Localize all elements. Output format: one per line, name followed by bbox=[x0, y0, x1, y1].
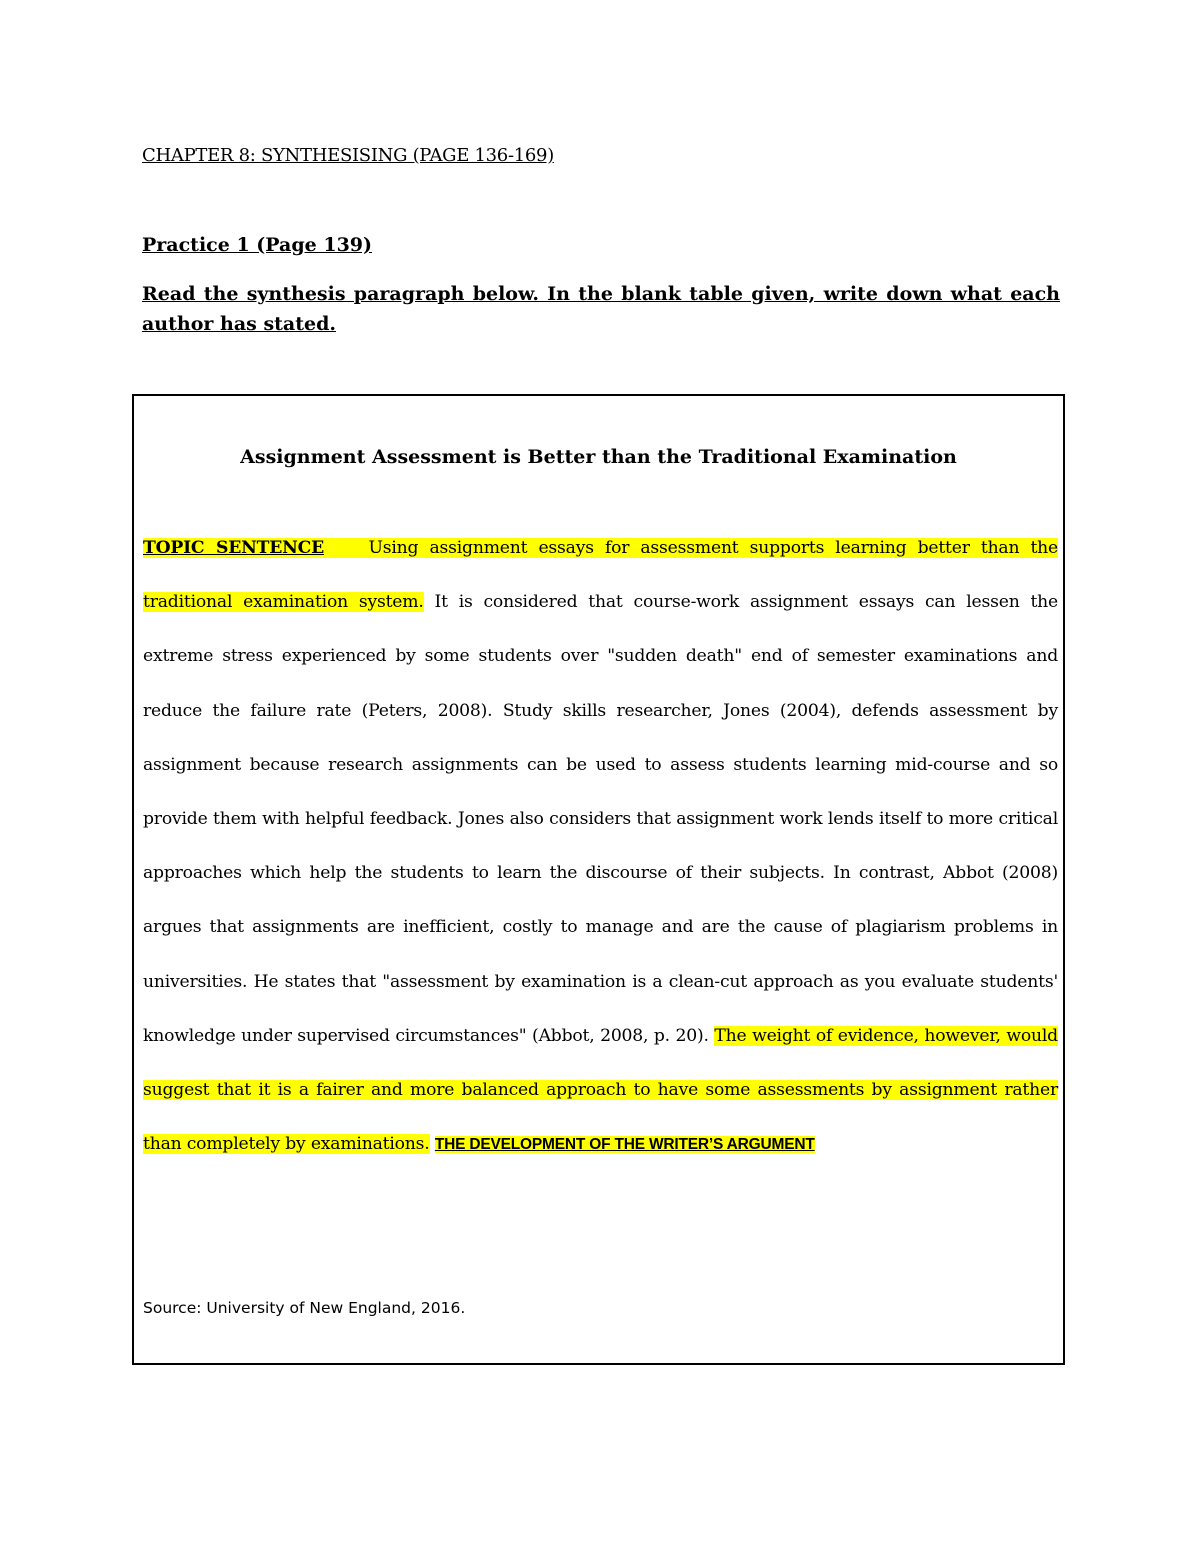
synthesis-paragraph bbox=[143, 521, 1058, 1172]
practice-heading: Practice 1 (Page 139) bbox=[142, 234, 372, 256]
topic-gap bbox=[324, 538, 368, 558]
argument-development-label: THE DEVELOPMENT OF THE WRITER’S ARGUMENT bbox=[434, 1136, 815, 1154]
synthesis-paragraph-box bbox=[132, 394, 1065, 1365]
body-text: It is considered that course-work assignment essays can lessen the extreme stress experienced by some students over "sudden death" end of semester examinations and reduce the failure rate (Peters, 2008). Study skills researcher, Jones (2004), defends assessment by assignment because research assignments can be used to assess students learning mid-course and so provide them with helpful feedback. Jones also considers that assignment work lends itself to more critical approaches which help the students to learn the discourse of their subjects. In contrast, Abbot (2008) argues that assignments are inefficient, costly to manage and are the cause of plagiarism problems in universities. He states that "assessment by examination is a clean-cut approach as you evaluate students' knowledge under supervised circumstances" (Abbot, 2008, p. 20). bbox=[143, 592, 1058, 1046]
source-citation: Source: University of New England, 2016. bbox=[143, 1299, 466, 1317]
topic-sentence-label: TOPIC SENTENCE bbox=[143, 538, 325, 558]
chapter-heading: CHAPTER 8: SYNTHESISING (PAGE 136-169) bbox=[142, 145, 554, 166]
paragraph-title: Assignment Assessment is Better than the Traditional Examination bbox=[240, 446, 957, 468]
concluding-sentence: The weight of evidence, however, would suggest that it is a fairer and more balanced approach to have some assessments by assignment rather than completely by examinations. bbox=[143, 1025, 1058, 1155]
topic-sentence: Using assignment essays for assessment supports learning better than the traditional examination system. bbox=[143, 538, 1059, 613]
practice-instruction: Read the synthesis paragraph below. In the blank table given, write down what each author has stated. bbox=[142, 283, 1060, 335]
